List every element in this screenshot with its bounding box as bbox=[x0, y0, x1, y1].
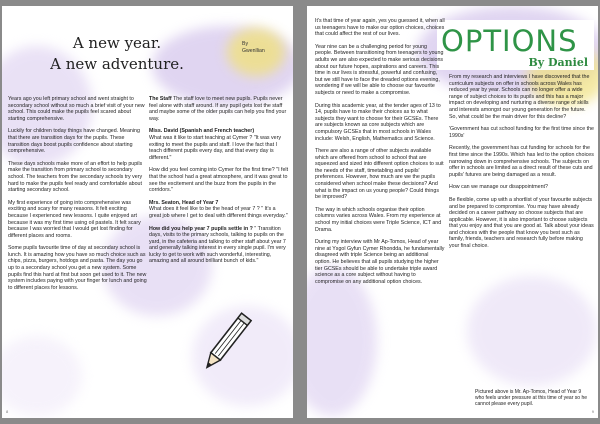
byline-by: By bbox=[242, 41, 249, 47]
paragraph: The way in which schools organise their option columns varies across Wales. From my experience at school my initial choices were Triple Science, ICT and Drama. bbox=[315, 206, 442, 233]
paragraph: Luckily for children today things have changed. Meaning that there are transition days for the pupils. These transition days boost pupils confidence about starting comprehensive. bbox=[8, 128, 140, 155]
interview-heading: Mrs. Seaton, Head of Year 7 bbox=[149, 199, 219, 206]
watercolor-wash bbox=[2, 336, 82, 416]
right-page bbox=[307, 6, 598, 418]
left-column-2 bbox=[149, 96, 289, 271]
interview-answer: " It's a great job where I get to deal with different things everyday." bbox=[149, 206, 288, 219]
left-column-1 bbox=[8, 96, 147, 297]
paragraph: Year nine can be a challenging period for young people. Between transitioning from teenagers to young adults we are also expected to make serious decisions about our future hopes, aspirations and careers. This time in our lives is stressful, powerful and confusing, but we still have to face the dreaded options evening, wondering if we will be able to choose our favourite subjects or need to make a compromise. bbox=[315, 43, 444, 96]
paragraph: Be flexible, come up with a shortlist of your favourite subjects and be prepared to compromise. You may have already decided on a career pathway so choose subjects that are applicable. However, it is also important to choose subjects that you enjoy and that you are good at. Talk about your ideas and choices with the people that know you best such as family, friends, teachers and research fully before making your final choice. bbox=[449, 196, 594, 250]
page-number: 8 bbox=[6, 409, 9, 414]
page-number: 9 bbox=[591, 409, 594, 414]
interview-question: How did you feel coming into Cymer for the first time? bbox=[149, 167, 275, 174]
options-header bbox=[437, 20, 594, 70]
interview-heading: Miss. David (Spanish and French teacher) bbox=[149, 128, 255, 135]
headline-line-1: A new year. bbox=[72, 34, 162, 52]
paragraph: During my interview with Mr Ap-Tomos, Head of year nine at Ysgol Gyfun Cymer Rhondda, he fundamentally disagreed with triple Science being an additional option. He believes that all pupils studying the higher tier GCSEs should be able to undertake triple award science as a core subject without having to compromise on any additional option choices. bbox=[315, 239, 445, 285]
interview-question: How did you help year 7 pupils settle in ? bbox=[149, 225, 253, 232]
paragraph: My first experience of going into comprehensive was exciting and scary for many reasons. It felt exciting because I experienced new lessons. I quite enjoyed art because it was my first time using oil pastels. It felt scary because I was worried that I would get lost finding for different places and rooms. bbox=[8, 199, 141, 239]
paragraph: Years ago you left primary school and went straight to secondary school without so much a brief visit of your new school. This could make the pupils feel scared about starting comprehensive. bbox=[8, 96, 145, 122]
byline: By Daniel bbox=[528, 56, 588, 69]
interview-answer: "It was very exiting to meet the pupils and staff. I love the fact that I teach different pupils every day, and that every day is different." bbox=[149, 134, 282, 161]
watercolor-wash bbox=[467, 276, 597, 386]
staff-heading: The Staff bbox=[149, 96, 172, 102]
paragraph: Recently, the government has cut funding for schools for the first time since the 1990s. Which has led to the option choices narrowing down in comprehensive schools. The subjects on offer in schools are limited as a direct result of these cuts and pupils' futures are being damaged as a result. bbox=[449, 145, 594, 178]
paragraph: These days schools make more of an effort to help pupils make the transition from primary school to secondary school. The teachers from the secondary schools try very hard to make the pupils feel ready and comfortable about starting secondary school. bbox=[8, 160, 143, 194]
article-headline bbox=[42, 33, 192, 75]
byline bbox=[238, 36, 278, 64]
interview-question: What was it like to start teaching at Cymer ? bbox=[149, 134, 253, 141]
options-title: OPTIONS bbox=[441, 24, 578, 58]
paragraph: Some pupils favourite time of day at secondary school is lunch. It is amazing how you have so much choice such as chips, pizza, burgers, hotdogs and pasta. The day you go up to a secondary school you get a new system. Some pupils find this hard at first but soon get used to it. The new system includes paying with your finger for lunch and going to different places for lessons. bbox=[8, 245, 147, 291]
paragraph: It's that time of year again, yes you guessed it, when all us teenagers have to make our option choices, choices that could affect the rest of our lives. bbox=[315, 18, 445, 38]
interview-answer: " Transition days, visits to the primary schools, talking to pupils on the yard, in the cafeteria and talking to other staff about year 7 and generally talking interest in every single pupil. I'm very lucky to get to work with such wonderful, interesting, amazing and all around brilliant bunch of kids." bbox=[149, 225, 286, 265]
byline-author: Gwenllian bbox=[242, 47, 265, 54]
interview-question: What does it feel like to be the head of year 7 ? bbox=[149, 206, 260, 213]
right-column-2 bbox=[449, 74, 594, 256]
subheading: How can we manage our disappointment? bbox=[449, 184, 548, 191]
headline-line-2: A new adventure. bbox=[50, 55, 184, 73]
paragraph: There are also a range of other subjects available which are offered from school to school that are squeezed and sized into different option choices to suit the needs of the staff, timetabling and pupils' preferences. However, how much are we the pupils considered when school make these decisions? And what is the impact on us young people? Could things be improved? bbox=[315, 148, 444, 201]
interview-answer: "I felt that the school had a great atmosphere, and it was great to see the excitement and the buzz from the pupils in the corridors." bbox=[149, 167, 289, 194]
pencil-illustration-icon bbox=[194, 308, 258, 378]
left-page bbox=[2, 6, 293, 418]
paragraph: From my research and interviews I have discovered that the curriculum subjects on offer in schools across Wales has reduced year by year. Schools can no longer offer a wide range of subject choices to its pupils and this has a major impact on developing and nurturing a diverse range of skills and interests amongst our young generation for the future. So, what could be the main driver for this decline? bbox=[449, 74, 590, 120]
paragraph: During this academic year, at the tender ages of 13 to 14, pupils have to make their choices as to what subjects they want to choose for their GCSEs. There are subjects known as core subjects which are compulsory GCSEs that in most schools in Wales include: Welsh, English, Mathematics and Science. bbox=[315, 102, 441, 142]
right-column-1 bbox=[315, 18, 445, 291]
photo-caption: Pictured above is Mr. Ap-Tomos, Head of Year 9 who feels under pressure at this time of year so he cannot please every pupil. bbox=[475, 389, 588, 408]
staff-text: The staff love to meet new pupils. Pupils never feel alone with staff around. If any pupil gets lost the staff and maybe some of the older pupils can help you find your way. bbox=[149, 96, 287, 122]
pull-quote: 'Government has cut school funding for the first time since the 1990s' bbox=[449, 126, 594, 139]
